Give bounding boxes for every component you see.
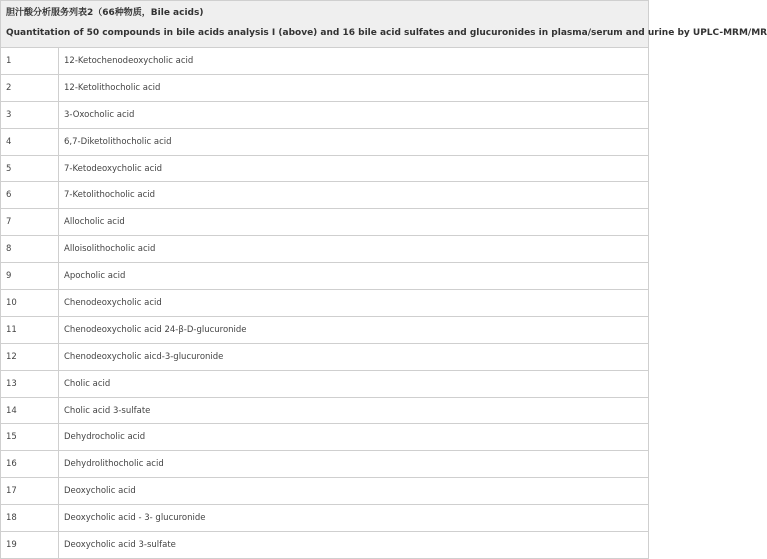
table-row [1, 209, 648, 236]
table-subtitle: Quantitation of 50 compounds in bile acids analysis I (above) and 16 bile acid sulfates and glucuronides in plasma/serum and urine by UPLC-MRM/MR [6, 28, 767, 38]
compound-name-cell: Chenodeoxycholic acid 24-β-D-glucuronide [64, 324, 247, 335]
compound-name-cell: Chenodeoxycholic aicd-3-glucuronide [64, 351, 224, 362]
compound-name-cell: 12-Ketolithocholic acid [64, 82, 161, 93]
compound-name-cell: Dehydrolithocholic acid [64, 459, 164, 470]
row-number-cell: 7 [1, 209, 59, 235]
table-row [1, 505, 648, 532]
table-row [1, 48, 648, 75]
compound-name-cell: Dehydrocholic acid [64, 432, 146, 443]
compound-name-cell: Allocholic acid [64, 217, 125, 228]
table-body [1, 48, 648, 559]
row-number-cell: 18 [1, 505, 59, 531]
row-number-cell: 12 [1, 344, 59, 370]
compound-name-cell: 3-Oxocholic acid [64, 109, 135, 120]
compound-name-cell: Deoxycholic acid - 3- glucuronide [64, 513, 206, 524]
row-number-cell: 5 [1, 156, 59, 182]
compound-name-cell: 6,7-Diketolithocholic acid [64, 136, 172, 147]
table-row [1, 182, 648, 209]
row-number-cell: 14 [1, 398, 59, 424]
table-row [1, 478, 648, 505]
compound-name-cell: 7-Ketolithocholic acid [64, 190, 156, 201]
table-row [1, 532, 648, 559]
compound-name-cell: Cholic acid [64, 378, 111, 389]
table-header [1, 1, 767, 48]
row-number-cell: 16 [1, 451, 59, 477]
table-row [1, 371, 648, 398]
table-row [1, 129, 648, 156]
table-row [1, 263, 648, 290]
table-row [1, 317, 648, 344]
table-row [1, 102, 648, 129]
compound-name-cell: Alloisolithocholic acid [64, 244, 156, 255]
row-number-cell: 2 [1, 75, 59, 101]
table-row [1, 451, 648, 478]
row-number-cell: 10 [1, 290, 59, 316]
row-number-cell: 4 [1, 129, 59, 155]
table-row [1, 398, 648, 425]
row-number-cell: 9 [1, 263, 59, 289]
row-number-cell: 3 [1, 102, 59, 128]
table-row [1, 75, 648, 102]
row-number-cell: 6 [1, 182, 59, 208]
table-row [1, 290, 648, 317]
table-row [1, 344, 648, 371]
table-row [1, 156, 648, 183]
compound-name-cell: Chenodeoxycholic acid [64, 298, 162, 309]
row-number-cell: 17 [1, 478, 59, 504]
row-number-cell: 15 [1, 424, 59, 450]
table-row [1, 236, 648, 263]
row-number-cell: 1 [1, 48, 59, 74]
compound-name-cell: Apocholic acid [64, 271, 126, 282]
compound-name-cell: Cholic acid 3-sulfate [64, 405, 151, 416]
compound-name-cell: Deoxycholic acid [64, 486, 136, 497]
row-number-cell: 19 [1, 532, 59, 558]
compound-name-cell: Deoxycholic acid 3-sulfate [64, 540, 176, 551]
row-number-cell: 8 [1, 236, 59, 262]
compound-name-cell: 12-Ketochenodeoxycholic acid [64, 56, 194, 66]
row-number-cell: 11 [1, 317, 59, 343]
row-number-cell: 13 [1, 371, 59, 397]
compound-name-cell: 7-Ketodeoxycholic acid [64, 163, 163, 174]
table-row [1, 424, 648, 451]
table-title: 胆汁酸分析服务列表2（66种物质，Bile acids) [6, 8, 204, 18]
